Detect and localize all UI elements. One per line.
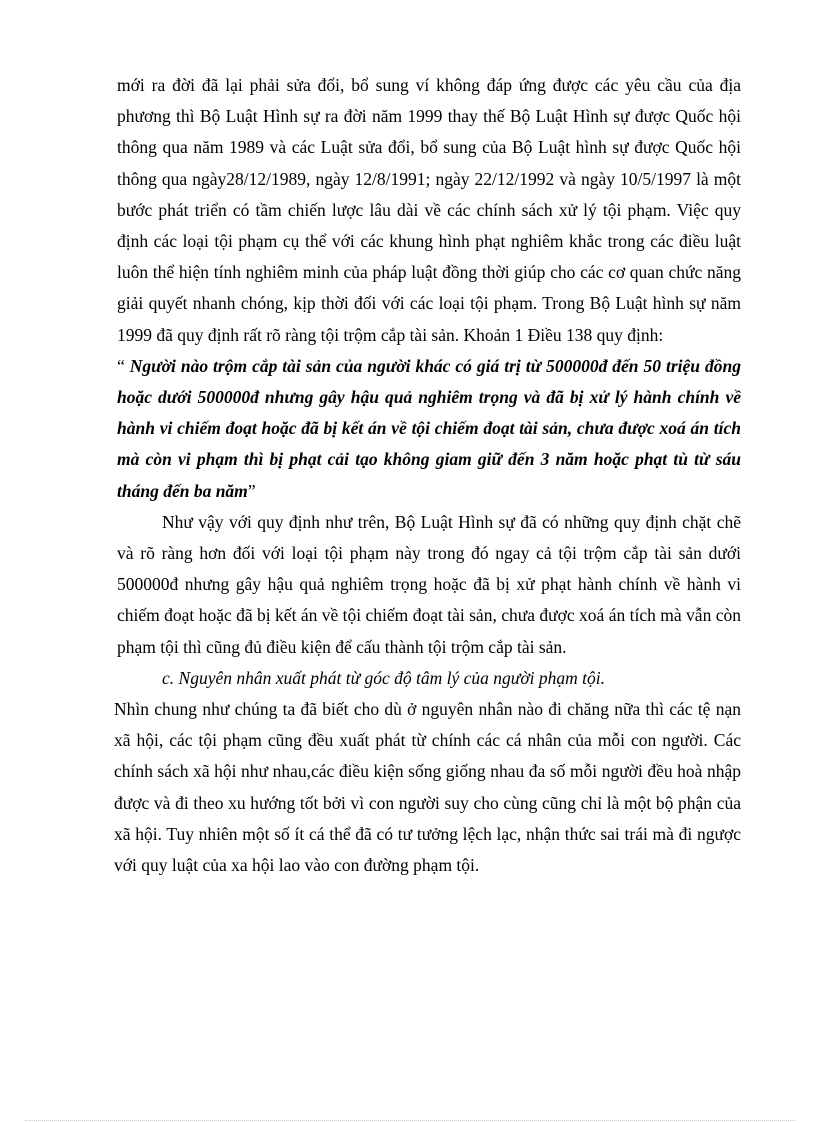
document-body bbox=[114, 70, 741, 881]
paragraph-psychology: Nhìn chung như chúng ta đã biết cho dù ở nguyên nhân nào đi chăng nữa thì các tệ nạn xã hội, các tội phạm cũng đều xuất phát từ chính các cá nhân của mỗi con người. Các chính sách xã hội như nhau,các điều kiện sống giống nhau đa số mỗi người đều hoà nhập được và đi theo xu hướng tốt bởi vì con người suy cho cùng cũng chỉ là một bộ phận của xã hội. Tuy nhiên một số ít cá thể đã có tư tưởng lệch lạc, nhận thức sai trái mà đi ngược với quy luật của xa hội lao vào con đường phạm tội. bbox=[114, 699, 741, 876]
page-bottom-border bbox=[25, 1120, 795, 1121]
article-138-quote: Người nào trộm cắp tài sản của người khác có giá trị từ 500000đ đến 50 triệu đồng hoặc dưới 500000đ nhưng gây hậu quả nghiêm trọng và đã bị xử lý hành chính về hành vi chiếm đoạt hoặc đã bị kết án về tội chiếm đoạt tài sản, chưa được xoá án tích mà còn vi phạm thì bị phạt cải tạo không giam giữ đến 3 năm hoặc phạt tù từ sáu tháng đến ba năm bbox=[117, 355, 741, 501]
paragraph-legislation-history: mới ra đời đã lại phải sửa đổi, bổ sung ví không đáp ứng được các yêu cầu của địa phương thì Bộ Luật Hình sự ra đời năm 1999 thay thế Bộ Luật Hình sự được Quốc hội thông qua năm 1989 và các Luật sửa đổi, bổ sung của Bộ Luật hình sự được Quốc hội thông qua ngày28/12/1989, ngày 12/8/1991; ngày 22/12/1992 và ngày 10/5/1997 là một bước phát triển có tầm chiến lược lâu dài về các chính sách xử lý tội phạm. Việc quy định các loại tội phạm cụ thể với các khung hình phạt nghiêm khắc trong các điều luật luôn thể hiện tính nghiêm minh của pháp luật đồng thời giúp cho các cơ quan chức năng giải quyết nhanh chóng, kịp thời đối với các loại tội phạm. Trong Bộ Luật hình sự năm 1999 đã quy định rất rõ ràng tội trộm cắp tài sản. Khoản 1 Điều 138 quy định: bbox=[117, 75, 741, 345]
paragraph-analysis: Như vậy với quy định như trên, Bộ Luật Hình sự đã có những quy định chặt chẽ và rõ ràng hơn đối với loại tội phạm này trong đó ngay cả tội trộm cắp tài sản dưới 500000đ nhưng gây hậu quả nghiêm trọng hoặc đã bị xử phạt hành chính về hành vi chiếm đoạt hoặc đã bị kết án về tội chiếm đoạt tài sản, chưa được xoá án tích mà vẫn còn phạm tội thì cũng đủ điều kiện để cấu thành tội trộm cắp tài sản. bbox=[117, 511, 741, 657]
quote-close-mark: ” bbox=[247, 480, 256, 501]
section-heading-c: c. Nguyên nhân xuất phát từ góc độ tâm lý của người phạm tội. bbox=[162, 667, 606, 688]
quote-open-mark: “ bbox=[117, 355, 130, 376]
legal-quote-paragraph bbox=[117, 351, 741, 507]
